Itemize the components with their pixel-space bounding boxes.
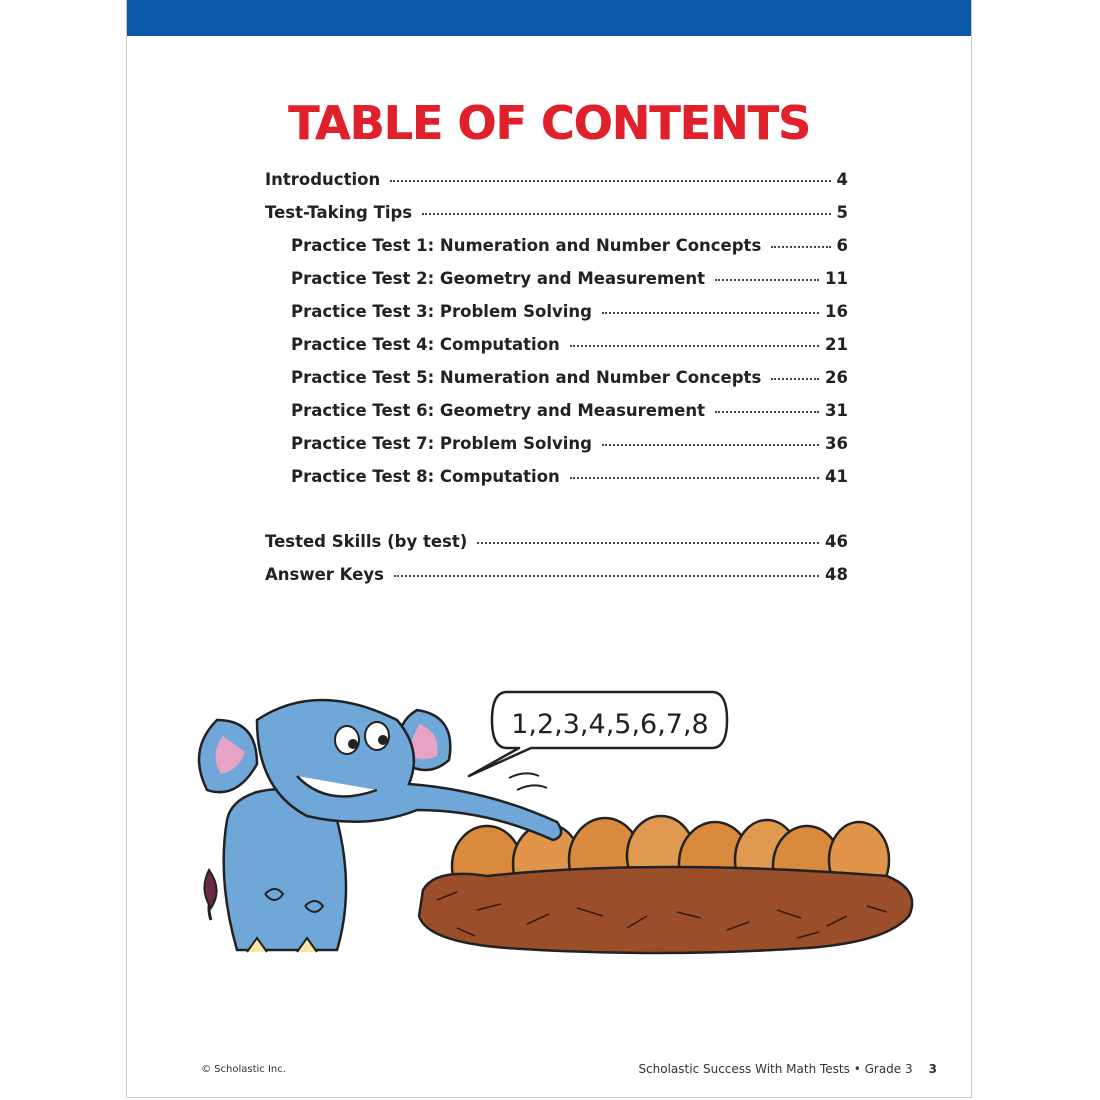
toc-entry-page: 11 [825,269,848,288]
top-color-bar [127,0,971,36]
dot-leader [771,378,819,380]
toc-entry-label: Practice Test 2: Geometry and Measurement [291,269,706,288]
copyright-notice: © Scholastic Inc. [201,1064,286,1075]
dot-leader [602,444,819,446]
toc-entry-page: 16 [825,302,848,321]
toc-entry-page: 46 [825,532,848,551]
dot-leader [390,180,830,182]
toc-entry-label: Practice Test 8: Computation [291,467,560,486]
dot-leader [715,411,819,413]
toc-entry-test-taking-tips [265,203,848,236]
toc-entry-label: Practice Test 4: Computation [291,335,560,354]
toc-entry-label: Practice Test 3: Problem Solving [291,302,592,321]
book-title: Scholastic Success With Math Tests • Grade 3 [638,1062,913,1076]
elephant-counting-eggs-illustration [187,680,927,980]
toc-entry-page: 26 [825,368,848,387]
toc-entry-label: Answer Keys [265,565,384,584]
toc-entry-tested-skills [265,532,848,565]
toc-entry-label: Tested Skills (by test) [265,532,468,551]
speech-bubble-text: 1,2,3,4,5,6,7,8 [511,709,709,740]
toc-entry-page: 5 [836,203,848,222]
toc-entry-label: Practice Test 5: Numeration and Number Concepts [291,368,762,387]
toc-entry-page: 6 [836,236,848,255]
speech-bubble [469,692,727,790]
page-number: 3 [928,1062,937,1076]
dot-leader [602,312,819,314]
dot-leader [394,575,819,577]
egg-nest [419,816,912,953]
toc-entry-practice-test-3 [265,302,848,335]
toc-entry-label: Test-Taking Tips [265,203,413,222]
toc-entry-practice-test-4 [265,335,848,368]
dot-leader [715,279,819,281]
dot-leader [570,345,819,347]
toc-entry-practice-test-6 [265,401,848,434]
toc-entry-page: 4 [836,170,848,189]
toc-entry-page: 41 [825,467,848,486]
toc-entry-answer-keys [265,565,848,598]
page-title: TABLE OF CONTENTS [288,96,810,150]
dot-leader [771,246,830,248]
toc-entry-practice-test-7 [265,434,848,467]
book-page [126,0,972,1098]
dot-leader [422,213,830,215]
page-footer [638,1062,937,1076]
toc-entry-practice-test-1 [265,236,848,269]
toc-entry-introduction [265,170,848,203]
toc-entry-page: 48 [825,565,848,584]
toc-entry-label: Practice Test 6: Geometry and Measurement [291,401,706,420]
toc-entry-label: Practice Test 7: Problem Solving [291,434,592,453]
toc-entry-label: Practice Test 1: Numeration and Number Concepts [291,236,762,255]
toc-entry-label: Introduction [265,170,381,189]
toc-entry-page: 31 [825,401,848,420]
table-of-contents [265,170,848,598]
toc-entry-page: 21 [825,335,848,354]
dot-leader [570,477,819,479]
toc-entry-page: 36 [825,434,848,453]
toc-entry-practice-test-8 [265,467,848,500]
toc-entry-practice-test-2 [265,269,848,302]
toc-entry-practice-test-5 [265,368,848,401]
dot-leader [477,542,819,544]
